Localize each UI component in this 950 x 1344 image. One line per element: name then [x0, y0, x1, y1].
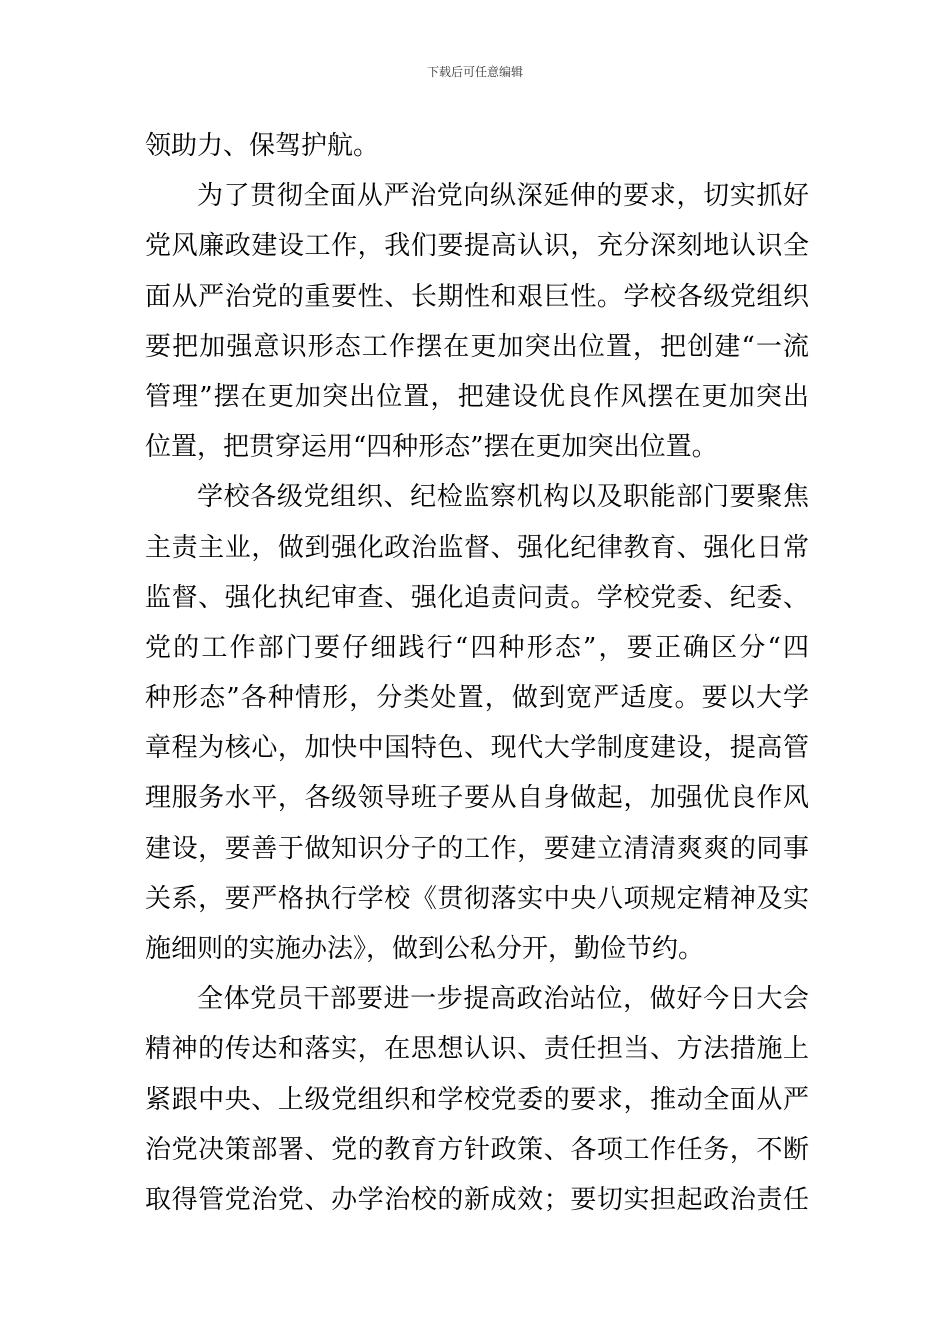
text-line: 党风廉政建设工作，我们要提高认识，充分深刻地认识全: [145, 231, 809, 262]
text-line: 面从严治党的重要性、长期性和艰巨性。学校各级党组织: [145, 281, 809, 312]
text-line: 为了贯彻全面从严治党向纵深延伸的要求，切实抓好: [197, 181, 809, 212]
text-line: 监督、强化执纪审查、强化追责问责。学校党委、纪委、: [145, 582, 809, 613]
text-line: 位置，把贯穿运用“四种形态”摆在更加突出位置。: [145, 432, 718, 463]
text-line: 要把加强意识形态工作摆在更加突出位置，把创建“一流: [145, 331, 809, 362]
text-line: 建设，要善于做知识分子的工作，要建立清清爽爽的同事: [145, 833, 809, 864]
text-line: 管理”摆在更加突出位置，把建设优良作风摆在更加突出: [145, 381, 809, 412]
document-body: [145, 121, 809, 1225]
text-line: 治党决策部署、党的教育方针政策、各项工作任务，不断: [145, 1134, 809, 1165]
text-line: 章程为核心，加快中国特色、现代大学制度建设，提高管: [145, 733, 809, 764]
text-line: 施细则的实施办法》，做到公私分开，勤俭节约。: [145, 934, 705, 964]
text-line: 紧跟中央、上级党组织和学校党委的要求，推动全面从严: [145, 1084, 809, 1115]
text-line: 关系，要严格执行学校《贯彻落实中央八项规定精神及实: [145, 883, 809, 914]
text-line: 全体党员干部要进一步提高政治站位，做好今日大会: [197, 984, 809, 1015]
text-line: 取得管党治党、办学治校的新成效；要切实担起政治责任: [145, 1184, 809, 1215]
page-header: 下载后可任意编辑: [426, 65, 523, 79]
text-line: 精神的传达和落实，在思想认识、责任担当、方法措施上: [145, 1034, 809, 1065]
text-line: 理服务水平，各级领导班子要从自身做起，加强优良作风: [145, 783, 809, 814]
text-line: 党的工作部门要仔细践行“四种形态”，要正确区分“四: [145, 632, 809, 663]
text-line: 种形态”各种情形，分类处置，做到宽严适度。要以大学: [145, 683, 809, 714]
text-line: 领助力、保驾护航。: [145, 131, 380, 161]
text-line: 学校各级党组织、纪检监察机构以及职能部门要聚焦: [197, 482, 809, 513]
text-line: 主责主业，做到强化政治监督、强化纪律教育、强化日常: [145, 532, 809, 563]
